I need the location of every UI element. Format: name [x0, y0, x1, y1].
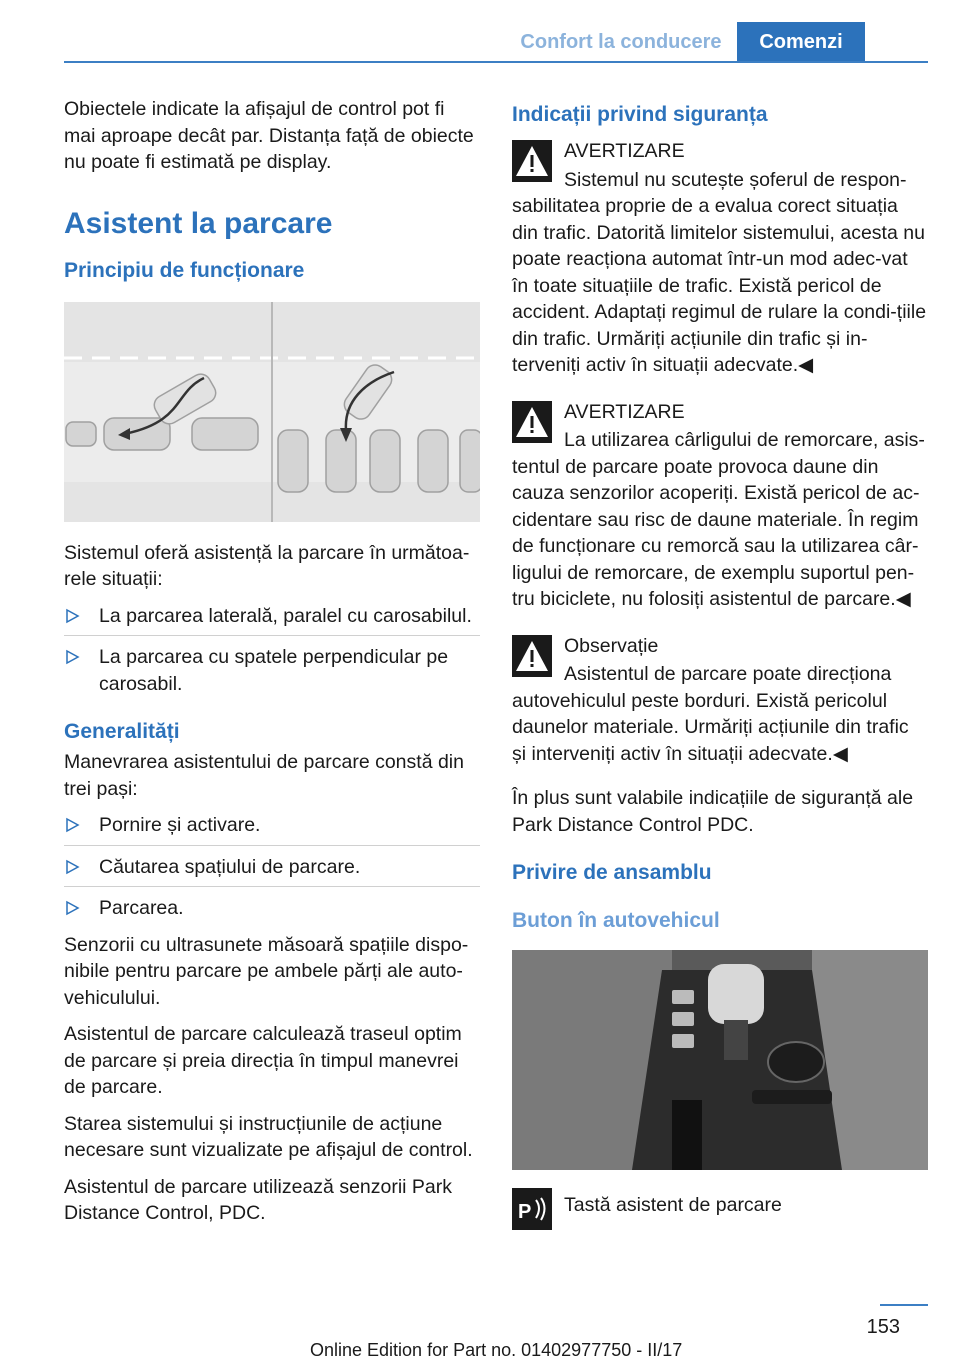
- principle-text: Sistemul oferă asistență la parcare în următoa‐rele situații:: [64, 541, 470, 590]
- section-tab: Confort la conducere: [520, 31, 722, 53]
- svg-text:P: P: [518, 1201, 532, 1223]
- warning-block: [512, 399, 928, 613]
- general-heading: Generalități: [64, 720, 180, 743]
- left-column: [64, 96, 480, 1237]
- general-list: [64, 812, 480, 922]
- triangle-bullet-icon: [64, 608, 80, 624]
- button-heading: Buton în autovehicul: [512, 909, 720, 932]
- end-mark-icon: ◀: [798, 354, 814, 376]
- general-text: Manevrarea asistentului de parcare constă din trei pași:: [64, 751, 464, 800]
- end-mark-icon: ◀: [832, 742, 848, 765]
- pdc-paragraph: Asistentul de parcare utilizează senzorii Park Distance Control, PDC.: [64, 1175, 453, 1224]
- list-item: La parcarea cu spatele perpendicular pe carosabil.: [64, 644, 480, 697]
- warning-title: AVERTIZARE: [564, 140, 685, 162]
- warning-text: La utilizarea cârligului de remorcare, asis‐tentul de parcare poate provoca daune din cauza senzorilor acoperiți. Există pericol de ac‐cidentare sau risc de daune materiale. În regim de funcționare cu remorcă sau la utilizarea câr‐ligului de remorcare, de exemplu suportul pen‐tru biciclete, nu folosiți asistentul de parcare.: [512, 429, 925, 610]
- page-number: 153: [866, 1316, 900, 1338]
- warning-text: Sistemul nu scutește șoferul de respon‐sabilitatea proprie de a evalua corect situația din trafic. Datorită limitelor sistemului, acesta nu poate reacționa automat într-un mod adec‐vat în toate situațiile de trafic. Există pericol de accident. Adaptați regimul de rulare la condi‐țiile din trafic. Urmăriți acțiunile din trafic și in‐terveniți activ în situații adecvate.: [512, 168, 927, 376]
- end-mark-icon: ◀: [895, 588, 911, 610]
- principle-list: [64, 603, 480, 698]
- intro-paragraph: Obiectele indicate la afișajul de control pot fi mai aproape decât par. Distanța față de obiecte nu poate fi estimată pe display.: [64, 98, 474, 173]
- chapter-tab: Comenzi: [737, 22, 865, 62]
- parking-diagram-illustration: [64, 302, 480, 522]
- warning-triangle-icon: [512, 140, 552, 182]
- triangle-bullet-icon: [64, 649, 80, 665]
- triangle-bullet-icon: [64, 859, 80, 875]
- warning-title: AVERTIZARE: [564, 400, 685, 423]
- list-divider: [64, 845, 480, 846]
- header-rule: [64, 61, 928, 63]
- principle-heading: Principiu de funcționare: [64, 258, 305, 282]
- list-divider: [64, 635, 480, 636]
- parking-assistant-icon: [512, 1188, 552, 1230]
- safety-extra-paragraph: În plus sunt valabile indicațiile de siguranță ale Park Distance Control PDC.: [512, 787, 914, 836]
- note-text: Asistentul de parcare poate direcționa autovehiculul peste borduri. Există pericolul daunelor materiale. Urmăriți acțiunile din trafic și interveniți activ în situații adecvate.: [512, 663, 909, 765]
- overview-heading: Privire de ansamblu: [512, 861, 712, 884]
- warning-triangle-icon: [512, 401, 552, 443]
- page-title: Asistent la parcare: [64, 206, 333, 240]
- parking-button-row: [512, 1186, 928, 1223]
- list-item: Pornire și activare.: [64, 812, 480, 839]
- triangle-bullet-icon: [64, 817, 80, 833]
- parking-button-caption: Tastă asistent de parcare: [564, 1194, 782, 1216]
- note-title: Observație: [564, 634, 659, 657]
- list-divider: [64, 886, 480, 887]
- footer-rule: [880, 1304, 928, 1306]
- sensors-paragraph: Senzorii cu ultrasunete măsoară spațiile dispo‐nibile pentru parcare pe ambele părți ale auto‐vehiculului.: [64, 933, 469, 1009]
- edition-note: Online Edition for Part no. 01402977750 - II/17: [310, 1340, 683, 1360]
- console-photo-illustration: [512, 950, 928, 1170]
- list-item: Parcarea.: [64, 895, 480, 922]
- list-item: La parcarea laterală, paralel cu carosabilul.: [64, 603, 480, 630]
- safety-heading: Indicații privind siguranța: [512, 103, 768, 126]
- trajectory-paragraph: Asistentul de parcare calculează traseul optim de parcare și preia direcția în timpul manevrei de parcare.: [64, 1023, 462, 1098]
- status-paragraph: Starea sistemului și instrucțiunile de acțiune necesare sunt vizualizate pe afișajul de control.: [64, 1112, 473, 1161]
- warning-block: [512, 138, 928, 379]
- note-block: [512, 633, 928, 768]
- triangle-bullet-icon: [64, 900, 80, 916]
- note-triangle-icon: [512, 635, 552, 677]
- list-item: Căutarea spațiului de parcare.: [64, 854, 480, 881]
- right-column: [512, 96, 928, 1232]
